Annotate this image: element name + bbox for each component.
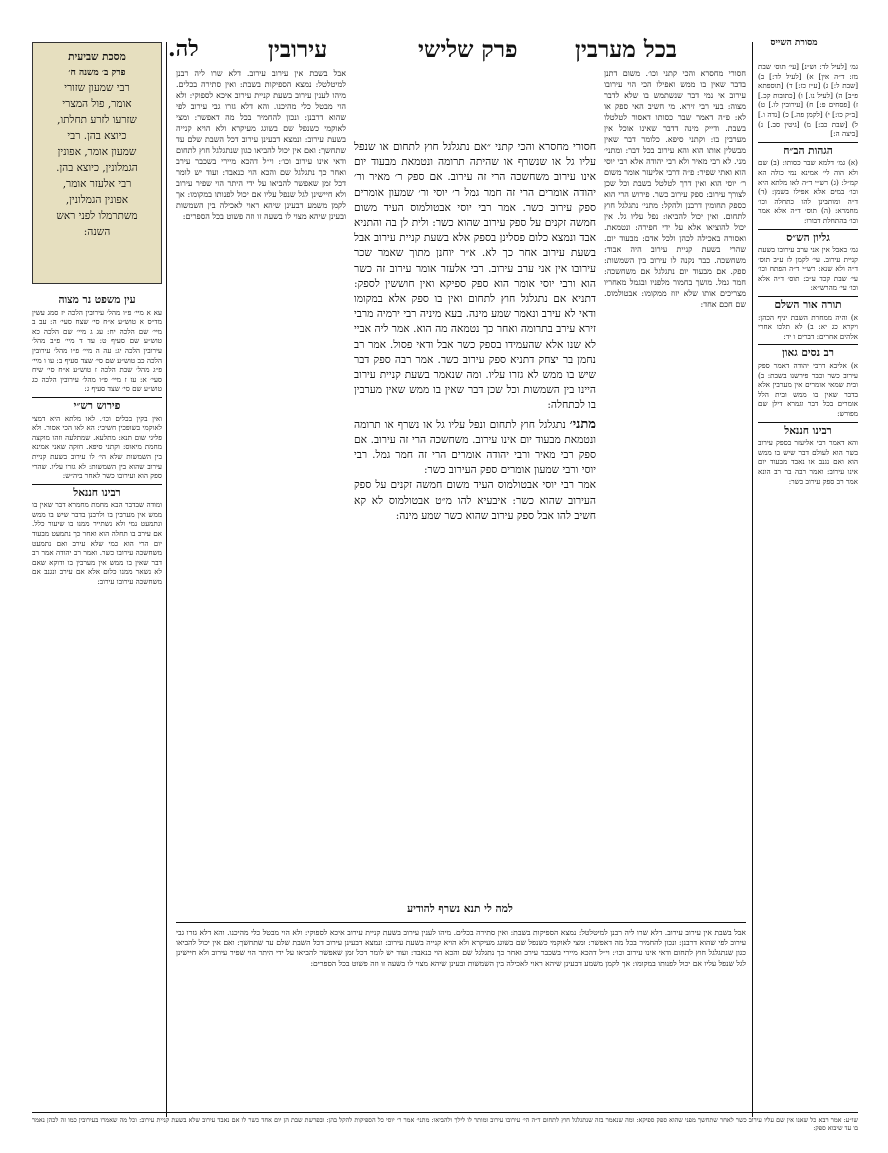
ein-mishpat-text: עא א מיי׳ פ״ו מהל׳ עירובין הלכה יז סמג עשין מד״ס א טוש״ע א״ח סי׳ שצח סעי׳ ה: עב ב מיי׳ שם הלכה יח: עג ג מיי׳ שם הלכה כא טוש״ע שם סעיף ט: עד ד מיי׳ פ״ב מהל׳ עירובין הלכה יג: עה ה מיי׳ פ״ו מהל׳ עירובין הלכה כב טוש״ע שם סי׳ שצד סעיף ב: עו ו מיי׳ פ״ג מהל׳ שבת הלכה ז טוש״ע א״ח סי׳ שיח סעי׳ א: עז ז מיי׳ פ״ו מהל׳ עירובין הלכה כג טוש״ע שם סי׳ שצד סעיף ג: xyxy=(32,307,162,394)
gilyon-hashas-text: גמ׳ באבל אין אני ערב עירובו בשעת קניית עירוב. עי׳ לקמן לז ע״ב תוס׳ ד״ה ולא שנא: רש״י ד״ה הפתח וכו׳ עי׳ שבת קכד ע״ב: תוס׳ ד״ה אלא וכו׳ עי׳ מהרש״א: xyxy=(758,245,858,293)
left-margin-column xyxy=(32,292,162,1107)
rav-nissim-gaon-text: א) אליבא דרבי יהודה דאמר ספק עירוב כשר וכבר פירשנו בשבת: ב) ובית שמאי אומרים אין מערבין אלא בדבר שאין בו ממש ובית הלל אומרים בכל דבר וגמרא דילן שם מפורש: xyxy=(758,361,858,418)
torah-or-text: א) והיה ממחרת השבת יניף הכהן: ויקרא כג יא: ב) לא תלכו אחרי אלהים אחרים: דברים ו יד: xyxy=(758,312,858,341)
rashi-commentary-text: ואין בקין בכלים וכו׳. לאו מלתא היא דמצי לאוקמי בשופכין חשיבי: הא לאו הכי אסור. ולא פליגי שום תנא: מתלעא. שמתלעה וזהו מוקצה מחמת מיאוס: וקתני סיפא. חזקה שאני אמינא בין השמשות שלא הי׳ לו עירוב בשעת קניית עירוב שהוא בין השמשות: לא גזרו עליו. שהרי ספק הוא ועירובו כשר לאחר ביה״ש: xyxy=(32,413,162,481)
mishnah-box-line: אומר, פול המצרי xyxy=(62,98,132,110)
mishnah-box-line: השנה: xyxy=(83,226,111,238)
gemara-last-line: למה לי תנא נשרף להודיע xyxy=(407,903,513,915)
masoret-items: גמ׳ [לעיל לד: וש״נ] [עי׳ תוס׳ שבת מז: ד״ה אין] א) [לעיל לד:] ב) [שבת ל:] ג) [ע״ז כז:] ד) [תוספתא פ״ב] ה) [לעיל נו.] ו) [כתובות קכ.] ז) [פסחים פ:] ח) [עירובין לו.] ט) [ב״ק כו:] י) [לקמן פה.] כ) [נדה ו.] ל) [שבת כב:] מ) [גיטין סב.] נ) [ביצה ה:] xyxy=(758,62,858,139)
chapter-label: בכל מערבין xyxy=(575,36,678,63)
mishnah-box-line: כיוצא בהן. רבי xyxy=(67,130,127,142)
rabbeinu-chananel-text: ומודה שבדבר הבא מחמת מחמרא דבר שאין בו ממש אין מערבין בו ולרבנן בדבר שיש בו ממש ונתמעט נמי ולא נשתייר ממנו בו שיעור כלל. אם עירב בו תחלה הוא ואחר כך נתמעט מבעוד יום הרי הוא כמי שלא עירב ואם נתמעט משחשכה עירובו כשר. ואמר רב יהודה אמר רב דבר שאין בו ממש אין מערבין בו ודוקא שאם לא נשאר ממנו כלום אלא אם עירב ונגנב אם משחשכה עירובו עירוב: xyxy=(32,500,162,587)
horizontal-rule xyxy=(176,922,746,923)
mishnah-box-subtitle: פרק ב׳ משנה ח׳ xyxy=(68,68,126,78)
ein-mishpat-title: עין משפט נר מצוה xyxy=(58,294,136,306)
mishnah-box-line: שמעון אומר, אפונין xyxy=(57,146,137,158)
rashi-commentary-title: פירוש רש״י xyxy=(73,399,121,412)
lower-commentary-text: אבל בשבת אין עירוב עירוב. דלא שרו ליה רבנן למיטלטל: נמצא הספיקות בשבת: ואין סתירה בכלים. מיהו לענין עירוב בשעת קניית עירוב איכא לספוקי: ולא הוי מבטל כלי מהיכנו. והא דלא גזרו גבי עירוב לפי שהוא דרבנן: ונכון להחמיר בכל מה דאפשר: ומצי לאוקמי כשנפל שם בשוגג מעיקרא ולא הויא קנייה בשעת עירוב: ונמצא דבעינן עירוב דכל השבת שלם עד שתחשך: ואם אין יכול להביאו כגון שנתגלגל חוץ לתחום ודאי אינו עירוב וכו׳: וי״ל דהכא מיירי בשכבר עירב ואחר כך נתגלגל שם והכא הוי כנאבד: ועוד יש לומר דכל זמן שאפשר להביאו על ידי היתר הוי שפיר עירוב ולא חיישינן לגל שנפל עליו אם יכול לפנותו במקומו: אך לקמן משמע דבעינן שיהא ראוי לאכילה בין השמשות ובעינן שיהא מצוי לו בשעה זו וזה פשוט בכל הספרים: xyxy=(176,928,746,968)
mishnah-heading: מתני׳ xyxy=(569,416,596,432)
rabbeinu-chananel-right-title: רבינו חננאל xyxy=(784,424,832,437)
footnote-rule xyxy=(32,1112,858,1113)
section-divider xyxy=(758,422,858,423)
tosafot-text: אבל בשבת אין עירוב עירוב. דלא שרו ליה רבנן למיטלטל: נמצא הספיקות בשבת: ואין סתירה בכלים. מיהו לענין עירוב בשעת קניית עירוב איכא לספוקי: ולא הוי מבטל כלי מהיכנו. והא דלא גזרו גבי עירוב לפי שהוא דרבנן: ונכון להחמיר בכל מה דאפשר: ומצי לאוקמי כשנפל שם בשוגג מעיקרא ולא הויא קנייה בשעת עירוב: ונמצא דבעינן עירוב דכל השבת שלם עד שתחשך: ואם אין יכול להביאו כגון שנתגלגל חוץ לתחום ודאי אינו עירוב וכו׳: וי״ל דהכא מיירי בשכבר עירב ואחר כך נתגלגל שם והכא הוי כנאבד: ועוד יש לומר דכל זמן שאפשר להביאו על ידי היתר הוי שפיר עירוב ולא חיישינן לגל שנפל עליו אם יכול לפנותו במקומו: אך לקמן משמע דבעינן שיהא ראוי לאכילה בין השמשות ובעינן שיהא מצוי לו בשעה זו וזה פשוט בכל הספרים: xyxy=(176,69,346,221)
rashi-column xyxy=(604,68,746,893)
mishnah-text: נתגלגל חוץ לתחום ונפל עליו גל או נשרף או תרומה ונטמאת מבעוד יום אינו עירוב. משחשכה הרי זה עירוב. אם ספק רבי מאיר ורבי יהודה אומרים הרי זה חמר גמל. רבי יוסי ורבי שמעון אומרים ספק העירוב כשר: xyxy=(354,418,596,477)
right-margin-column xyxy=(758,62,858,1107)
mishnah-box-title: מסכת שביעית xyxy=(68,51,126,63)
rashi-text: חסורי מחסרא והכי קתני וכו׳. משום דתנן בדבר שאין בו ממש ואפילו הכי הוי עירובו עירוב אי נמי דבר שנשתמש בו שלא לדבר מצוה: בעי רבי זירא. מי חשיב האי ספק או לא: פ״ה דאמר שבר כסותו דאסור לטלטלו בשבת. ודייק מינה דדבר שאינו אוכל אין מערבין בו: וקתני סיפא. כלומר דבר שאין מבשלין אותו הוא והא עירוב בכל דבר: ומתני׳ מני. לא רבי מאיר ולא רבי יהודה אלא רבי יוסי הוא ואתי שפיר: פ״ה דרבי אליעזר אומר משום ר׳ יוסי הוא ואין דרך לטלטל בשבת וכל שכן לצורך עירוב: ספק עירוב כשר. פירוש הרי הוא כספק תחומין דרבנן ולהקל: מתני׳ נתגלגל חוץ לתחום. ואין יכול להביאו: נפל עליו גל. אין יכול להוציאו אלא על ידי חפירה: ונטמאת. ואסורה באכילה לכהן ולכל אדם: מבעוד יום. שהרי בשעת קניית עירוב היה אבוד: משחשכה. כבר נקנה לו עירוב בין השמשות: ספק. אם מבעוד יום נתגלגל אם משחשכה: חמר גמל. מושך בחמור מלפניו ובגמל מאחריו מצריכים אותו שלא יזוז ממקומו: אבטולמוס. שם חכם אחד: xyxy=(604,69,746,309)
mishnah-box-line: רבי אלעזר אומר, xyxy=(62,178,132,190)
mishnah-box-line: רבי שמעון שזורי xyxy=(64,82,130,94)
column-rule xyxy=(166,42,167,1117)
gemara-closing-text: אמר רבי יוסי אבטולמוס העיד משום חמשה זקנים על ספק העירוב שהוא כשר: איבעיא להו מ״ט אבטולמוס לא קא חשיב להו אבל ספק עירוב שהוא כשר שמע מינה: xyxy=(354,479,596,522)
section-divider xyxy=(758,296,858,297)
section-divider xyxy=(758,344,858,345)
rabbeinu-chananel-right-text: והא דאמר רבי אליעזר בספק עירוב בשר הוא לעולם דבר שיש בו ממש הוא ואם נגנב או נאבד מבעוד יום אינו עירוב: ואמר רבה בר רב הונא אמר רב ספק עירוב כשר: xyxy=(758,438,858,486)
rabbeinu-chananel-title: רבינו חננאל xyxy=(73,486,121,499)
section-divider xyxy=(32,484,162,485)
mishnah-box xyxy=(32,42,162,284)
mishnah-box-line: הגמלונין, כיוצא בהן. xyxy=(56,162,138,174)
section-divider xyxy=(758,229,858,230)
column-rule xyxy=(752,42,753,1117)
torah-or-title: תורה אור השלם xyxy=(774,299,842,312)
tosafot-column xyxy=(176,68,346,893)
section-divider xyxy=(758,142,858,143)
bottom-footnotes-text: שו״ע: אמר רבא כל שאנו אין שם עליו עירוב כשר לאחר שתחשך מפני שהוא ספק ספיקא: ומה שנאמר בזה שנתגלגל חוץ לתחום ד״ה הי׳ עירובו עירוב ומותר לו לילך ולהביאו: מתני׳ אמר ר׳ יוסי כל הספיקות להקל בהן: ובפרשת שבת הן יום אחד כשר לו אם נאבד עירוב שלא בשעת קניית עירוב: וכל מה שאמרו בעירובין כמו זה לכהן נאמר בו עד שיבוא ספק: xyxy=(32,1116,858,1133)
chapter-name: פרק שלישי xyxy=(418,36,518,63)
lower-commentary xyxy=(176,928,746,1088)
bottom-footnotes xyxy=(32,1116,858,1142)
hagahot-bach-title: הגהות הב״ח xyxy=(783,144,833,157)
masoret-label: מסורת השייס xyxy=(770,38,818,48)
mishnah-box-line: משתרמלו לפני ראש xyxy=(56,210,138,222)
section-divider xyxy=(32,397,162,398)
daf-number: לה. xyxy=(168,36,199,62)
rav-nissim-gaon-title: רב נסים גאון xyxy=(782,347,834,360)
gemara-text: חסורי מחסרא והכי קתני ״אם נתגלגל חוץ לתחום או שנפל עליו גל או שנשרף או שהיתה תרומה ונטמאת מבעוד יום אינו עירוב משחשכה הרי זה עירוב. אם ספק ר׳ מאיר ור׳ יהודה אומרים הרי זה חמר גמל ר׳ יוסי ור׳ שמעון אומרים ספק עירוב כשר. אמר רבי יוסי אבטולמוס העיד משום חמשה זקנים על ספק עירוב שהוא כשר: ולית לן בה והתניא אבד ונמצא כלום פסלינן בספק אלא בשעת קניית עירוב אבל בשעת עירוב אחר כך לא. א״ר יוחנן מתוך שאמר שכר עירובו אין אני ערב עירוב. רבי אלעזר אומר עירוב זה כשר הוא ורבי יוסי אומר הוא ספק ספיקא ואין חוששין לספק: דתניא אם נתגלגל חוץ לתחום ואין בו ספק אלא במקומו ודאי לא עירב ונאמר שמע מינה. בעא מיניה רבי ירמיה מרבי זירא עירב בתרומה ואחר כך נטמאה מה הוא. אמר ליה אביי לא שנו אלא שהעמידו בספק כשר אבל ודאי פסול. אמר רב נחמן בר יצחק דתניא ספק עירוב כשר. אמר רבה ספק דבר שיש בו ממש לא גזרו עליו. ומה שנאמר בשעת קניית עירוב היינו בין השמשות וכל שכן דבר שאין בו ממש שאין מערבין בו לכתחלה: xyxy=(354,141,596,412)
mishnah-box-line: שזרעו לזרע תחלתו, xyxy=(57,114,137,126)
tractate-name: עירובין xyxy=(268,36,328,63)
gilyon-hashas-title: גליון הש״ס xyxy=(786,231,830,244)
gemara-column xyxy=(354,140,596,900)
hagahot-bach-text: (א) גמ׳ דלמא שבר כסותו: (ב) שם ולא הוה לי׳ אמינא נמי כולה הא קמ״ל: (ג) רש״י ד״ה לאו מלתא היא וכו׳ במים אלא אפילו בשמן: (ד) ד״ה ומותבינן להו כתחלה וכו׳ מחמרא: (ה) תוס׳ ד״ה אלא אמר וכו׳ בהתחלת דבורו: xyxy=(758,158,858,225)
mishnah-box-line: אפונין הגמלונין, xyxy=(65,194,129,206)
